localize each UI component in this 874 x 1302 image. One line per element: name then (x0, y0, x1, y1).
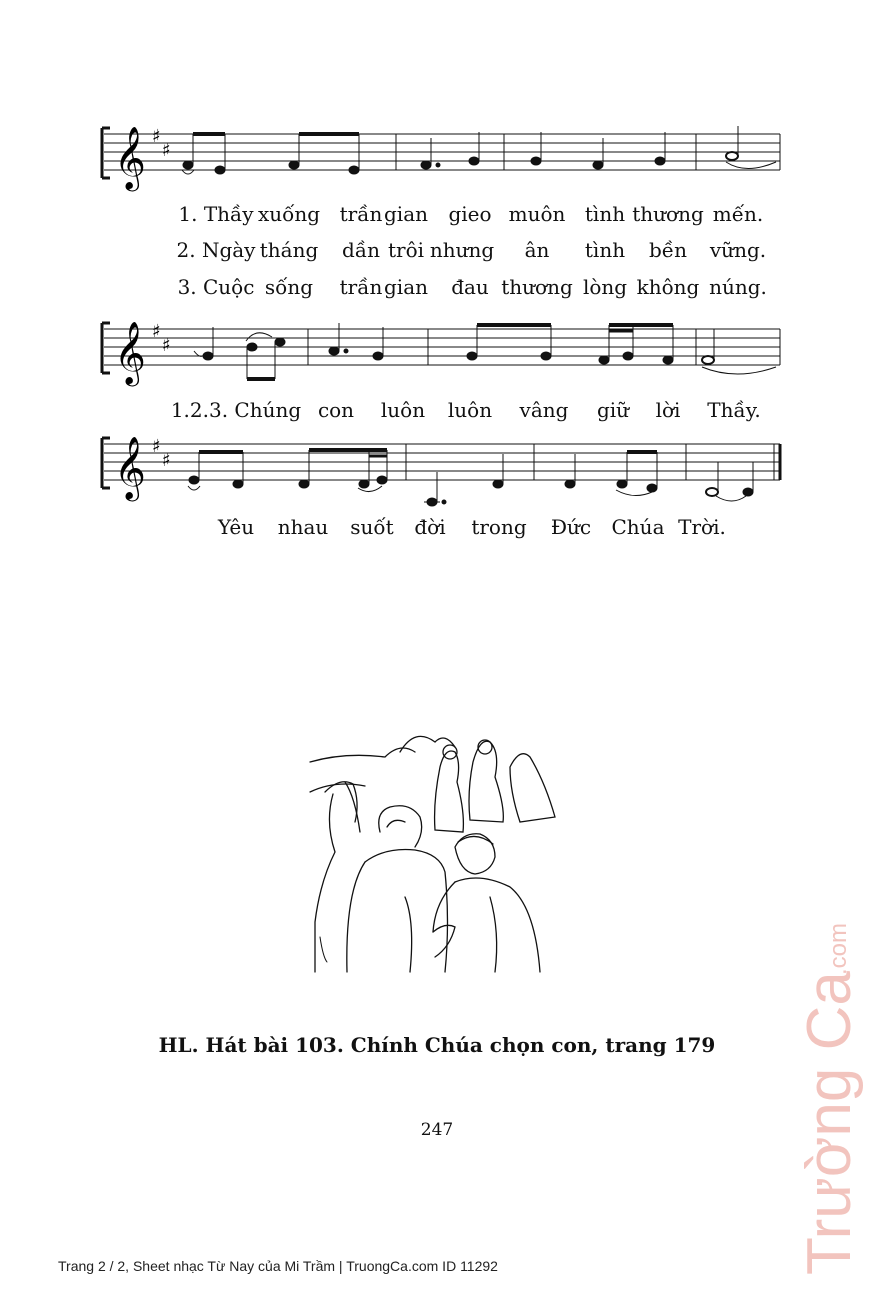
footer-text: Trang 2 / 2, Sheet nhạc Từ Nay của Mi Trầm | TruongCa.com ID 11292 (58, 1258, 498, 1274)
lyric-syllable: 1.2.3. Chúng (170, 398, 302, 422)
svg-text:♯: ♯ (152, 321, 161, 342)
lyric-syllable: muôn (508, 202, 566, 226)
lyric-syllable: suốt (350, 515, 394, 539)
svg-text:♯: ♯ (162, 140, 171, 161)
lyric-syllable: gian (383, 275, 429, 299)
lyric-syllable: gieo (448, 202, 492, 226)
svg-text:♯: ♯ (162, 450, 171, 471)
lyric-syllable: vâng (519, 398, 569, 422)
music-staff-2 (96, 315, 786, 387)
lyric-syllable: bền (649, 238, 687, 262)
lyric-syllable: Yêu (217, 515, 255, 539)
lyric-syllable: Đức (550, 515, 592, 539)
lyric-syllable: đau (451, 275, 489, 299)
lyric-syllable: trong (471, 515, 527, 539)
lyric-syllable: trần (339, 275, 383, 299)
lyric-syllable: gian (383, 202, 429, 226)
lyrics-ending (0, 515, 874, 545)
lyrics-verse-3 (0, 275, 874, 305)
lyric-syllable: lòng (582, 275, 628, 299)
lyrics-verse-2 (0, 238, 874, 268)
lyric-syllable: tình (584, 238, 626, 262)
page-number: 247 (420, 1120, 454, 1140)
svg-text:♯: ♯ (152, 126, 161, 147)
lyric-syllable: 3. Cuộc (177, 275, 255, 299)
lyric-syllable: sống (264, 275, 314, 299)
lyric-syllable: xuống (257, 202, 321, 226)
line-drawing (305, 722, 560, 977)
lyric-syllable: luôn (380, 398, 426, 422)
lyric-syllable: thương (632, 202, 704, 226)
lyric-syllable: mến. (712, 202, 764, 226)
lyric-syllable: giữ (596, 398, 630, 422)
svg-text:♯: ♯ (152, 436, 161, 457)
staff-2-notation (96, 315, 786, 387)
lyric-syllable: 1. Thầy (178, 202, 254, 226)
lyrics-verse-1 (0, 202, 874, 232)
lyric-syllable: ân (524, 238, 550, 262)
lyric-syllable: tình (584, 202, 626, 226)
disciples-illustration (305, 722, 560, 977)
lyric-syllable: trần (339, 202, 383, 226)
lyric-syllable: luôn (447, 398, 493, 422)
lyric-syllable: nhưng (429, 238, 495, 262)
lyrics-refrain (0, 398, 874, 428)
lyric-syllable: trôi (387, 238, 425, 262)
music-staff-3 (96, 430, 786, 502)
lyric-syllable: con (317, 398, 355, 422)
staff-3-notation (96, 430, 786, 502)
watermark-text: Trường Ca (795, 971, 864, 1275)
svg-text:𝄞: 𝄞 (114, 126, 146, 189)
lyric-syllable: nhau (277, 515, 329, 539)
music-staff-1 (96, 120, 786, 192)
lyric-syllable: lời (655, 398, 681, 422)
svg-text:𝄞: 𝄞 (114, 436, 146, 499)
staff-1-notation (96, 120, 786, 192)
lyric-syllable: 2. Ngày (176, 238, 256, 262)
lyric-syllable: núng. (709, 275, 767, 299)
lyric-syllable: dần (342, 238, 380, 262)
watermark-suffix: .com (825, 922, 852, 975)
lyric-syllable: Chúa (611, 515, 665, 539)
lyric-syllable: đời (414, 515, 446, 539)
page-caption: HL. Hát bài 103. Chính Chúa chọn con, trang 179 (158, 1033, 716, 1057)
lyric-syllable: Thầy. (707, 398, 761, 422)
lyric-syllable: thương (501, 275, 573, 299)
watermark-logo (760, 900, 870, 1280)
svg-text:♯: ♯ (162, 335, 171, 356)
lyric-syllable: Trời. (678, 515, 726, 539)
lyric-syllable: tháng (259, 238, 319, 262)
lyric-syllable: không (636, 275, 700, 299)
lyric-syllable: vững. (709, 238, 767, 262)
svg-text:𝄞: 𝄞 (114, 321, 146, 384)
